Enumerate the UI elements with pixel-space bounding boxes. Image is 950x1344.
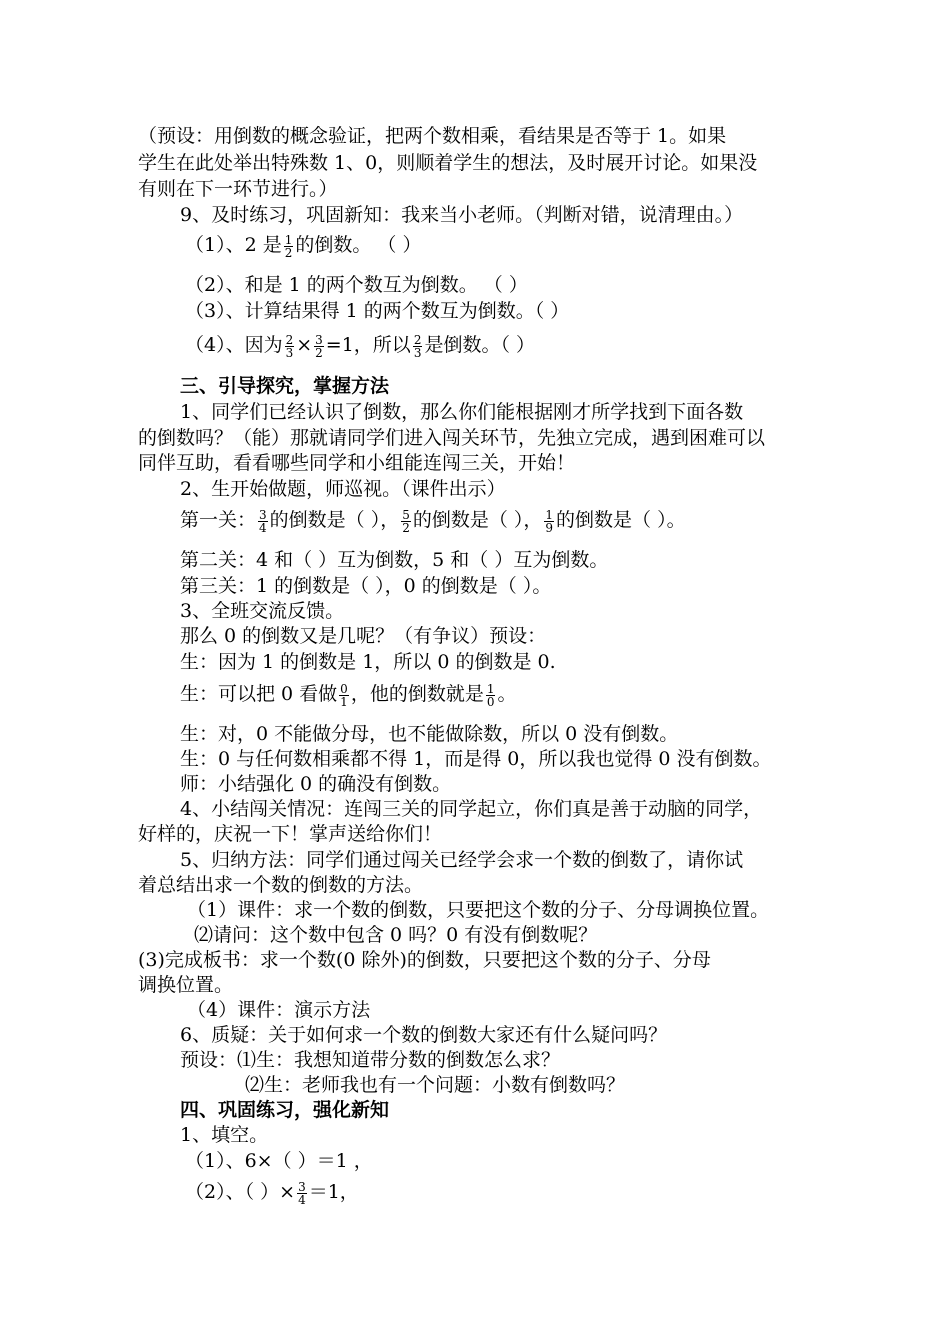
section-heading-3: 三、引导探究，掌握方法 [180, 375, 390, 397]
method-line: 调换位置。 [138, 974, 234, 996]
fill-item-2: （2）、（ ）× $\frac{3}{4}$ ＝1， [185, 1179, 359, 1207]
level-1: 第一关： $\frac{3}{4}$ 的倒数是（ ）， $\frac{5}{2}$ 的倒数是（ ）， $\frac{1}{9}$ 的倒数是（ ）。 [180, 507, 686, 535]
paragraph-line: 那么 0 的倒数又是几呢？（有争议）预设： [180, 625, 547, 647]
paragraph-line: 5、归纳方法：同学们通过闯关已经学会求一个数的倒数了，请你试 [180, 849, 744, 871]
preset-line: ⑵生：老师我也有一个问题：小数有倒数吗？ [245, 1074, 626, 1096]
judge-item-4: （4）、因为 $\frac{2}{3}$ × $\frac{3}{2}$ =1，所以 $\frac{2}{3}$ 是倒数。（ ） [185, 332, 535, 360]
fill-item-1: （1）、6×（ ）＝1 ， [185, 1150, 373, 1172]
method-line: (3)完成板书：求一个数(0 除外)的倒数，只要把这个数的分子、分母 [138, 949, 711, 971]
fraction: $\frac{2}{3}$ [285, 332, 294, 360]
item-text: 的倒数。 （ ） [295, 234, 422, 256]
dialogue-line: 生：对，0 不能做分母，也不能做除数，所以 0 没有倒数。 [180, 723, 679, 745]
paragraph-line: 学生在此处举出特殊数 1、0，则顺着学生的想法，及时展开讨论。如果没 [138, 152, 758, 174]
level-2: 第二关：4 和（ ）互为倒数，5 和（ ）互为倒数。 [180, 549, 609, 571]
exercise-heading: 9、及时练习，巩固新知：我来当小老师。（判断对错，说清理由。） [180, 204, 744, 226]
dialogue-line: 师：小结强化 0 的确没有倒数。 [180, 773, 452, 795]
preset-line: 预设：⑴生：我想知道带分数的倒数怎么求？ [180, 1049, 561, 1071]
fraction: $\frac{3}{4}$ [298, 1179, 306, 1207]
judge-item-1 [185, 233, 885, 259]
level-3: 第三关：1 的倒数是（ ），0 的倒数是（ ）。 [180, 575, 552, 597]
fraction: $\frac{0}{1}$ [340, 681, 348, 709]
paragraph-line: 4、小结闯关情况：连闯三关的同学起立，你们真是善于动脑的同学， [180, 798, 763, 820]
paragraph-line: 6、质疑：关于如何求一个数的倒数大家还有什么疑问吗？ [180, 1024, 668, 1046]
paragraph-line: 有则在下一环节进行。） [138, 178, 338, 200]
section-heading-4: 四、巩固练习，强化新知 [180, 1099, 390, 1121]
paragraph-line: 的倒数吗？（能）那就请同学们进入闯关环节，先独立完成，遇到困难可以 [138, 427, 766, 449]
fraction: $\frac{3}{2}$ [315, 332, 323, 360]
fraction: $\frac{1}{9}$ [545, 507, 554, 535]
item-text: （1）、2 是 [185, 234, 282, 256]
dialogue-line: 生：因为 1 的倒数是 1，所以 0 的倒数是 0. [180, 651, 556, 673]
paragraph-line: 着总结出求一个数的倒数的方法。 [138, 874, 424, 896]
dialogue-line: 生：0 与任何数相乘都不得 1，而是得 0，所以我也觉得 0 没有倒数。 [180, 748, 772, 770]
judge-item-2: （2）、和是 1 的两个数互为倒数。 （ ） [185, 274, 528, 296]
method-line: ⑵请问：这个数中包含 0 吗？0 有没有倒数呢？ [194, 924, 598, 946]
method-line: （4）课件：演示方法 [187, 999, 371, 1021]
paragraph-line: 1、填空。 [180, 1124, 269, 1146]
method-line: （1）课件：求一个数的倒数，只要把这个数的分子、分母调换位置。 [187, 899, 770, 921]
fraction: $\frac{1}{0}$ [486, 681, 495, 709]
judge-item-3: （3）、计算结果得 1 的两个数互为倒数。（ ） [185, 300, 570, 322]
paragraph-line: 1、同学们已经认识了倒数，那么你们能根据刚才所学找到下面各数 [180, 401, 744, 423]
fraction: $\frac{1}{2}$ [284, 232, 293, 260]
paragraph-line: （预设：用倒数的概念验证，把两个数相乘，看结果是否等于 1。如果 [138, 125, 727, 147]
dialogue-line: 生：可以把 0 看做 $\frac{0}{1}$ ，他的倒数就是 $\frac{1}{0}$ 。 [180, 681, 517, 709]
fraction: $\frac{2}{3}$ [413, 332, 422, 360]
paragraph-line: 好样的，庆祝一下！掌声送给你们！ [138, 823, 443, 845]
fraction: $\frac{5}{2}$ [402, 507, 410, 535]
paragraph-line: 3、全班交流反馈。 [180, 600, 345, 622]
fraction: $\frac{3}{4}$ [259, 507, 267, 535]
paragraph-line: 2、生开始做题，师巡视。（课件出示） [180, 478, 506, 500]
paragraph-line: 同伴互助，看看哪些同学和小组能连闯三关，开始！ [138, 452, 576, 474]
